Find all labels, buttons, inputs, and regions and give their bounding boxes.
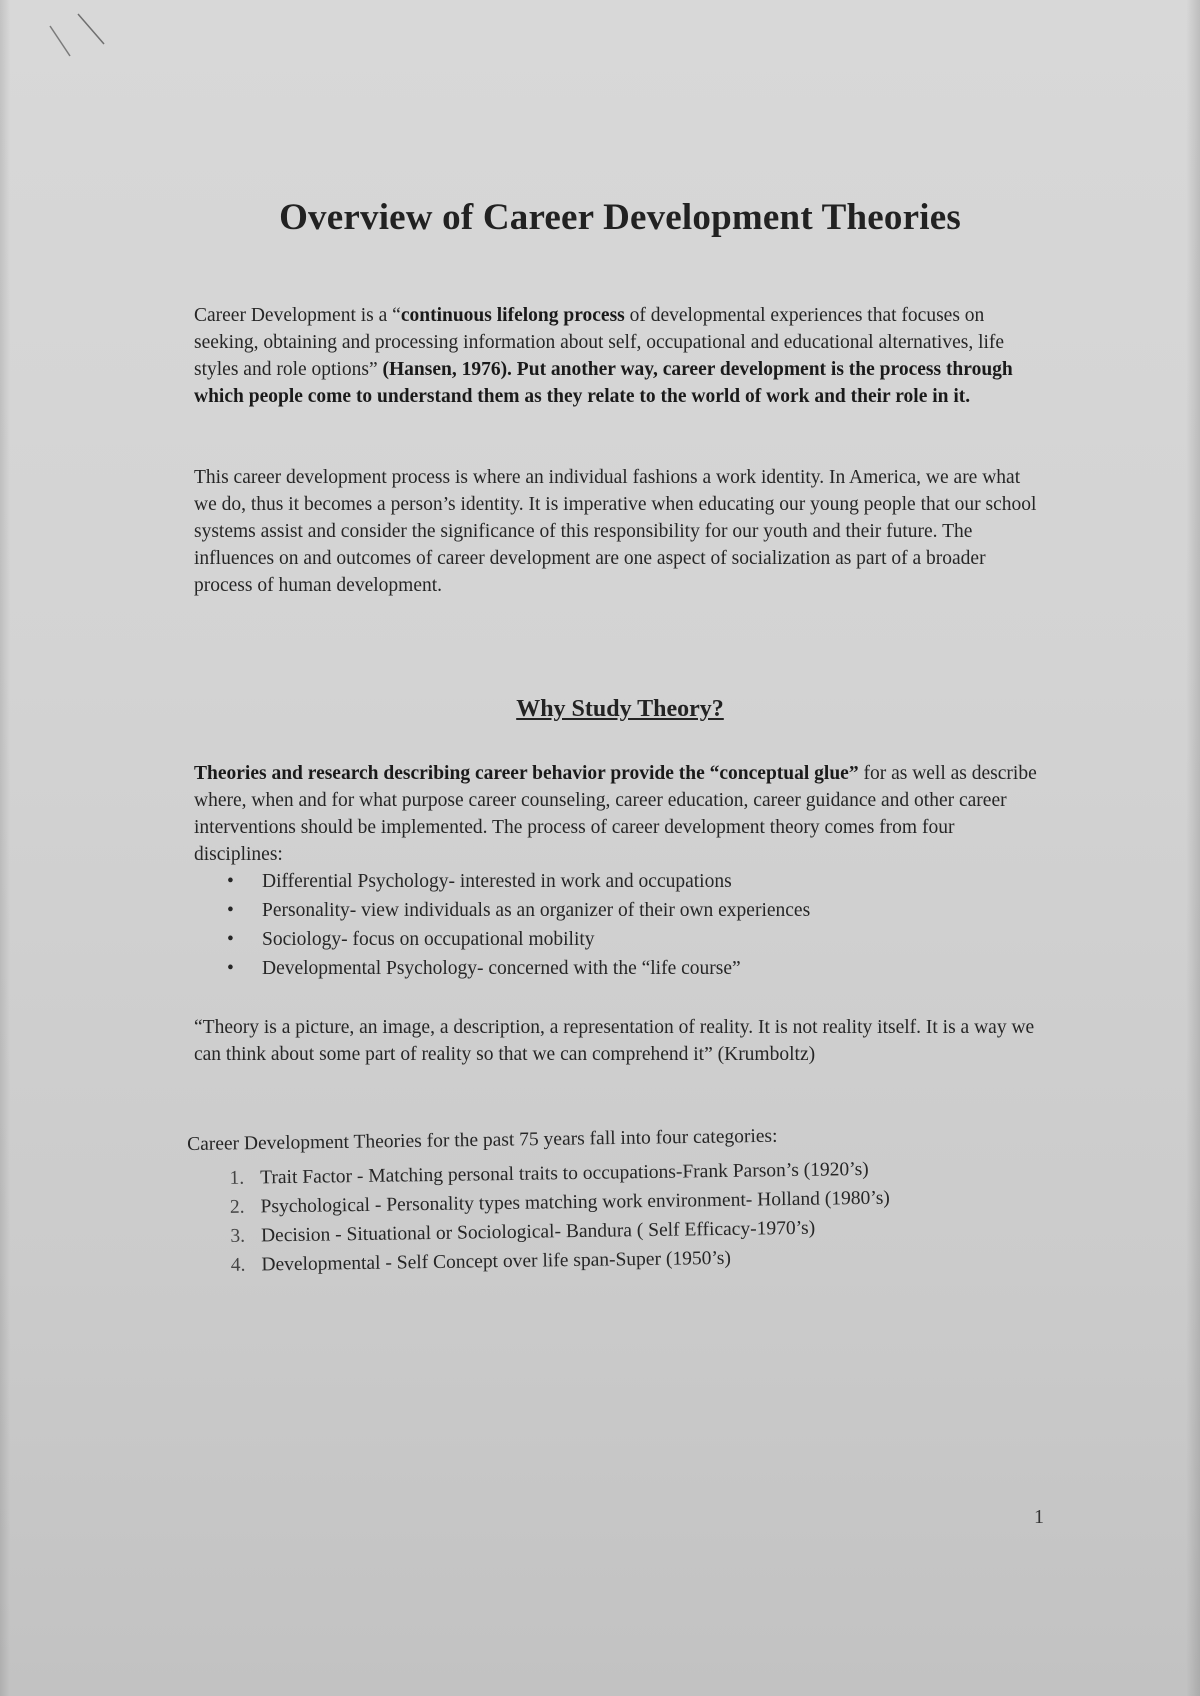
categories-list bbox=[218, 1155, 891, 1280]
theory-text: for as well as describe where, when and for what purpose career counseling, career education, career guidance and other career interventions should be implemented. The process of career development theory comes from four disciplines: bbox=[194, 763, 1037, 865]
list-item bbox=[225, 867, 810, 896]
krumboltz-quote: “Theory is a picture, an image, a description, a representation of reality. It is not reality itself. It is a way we can think about some part of reality so that we can comprehend it” (Krumboltz) bbox=[194, 1017, 1035, 1065]
intro-bold-2: (Hansen, 1976). Put another way, career development is the process through which people come to understand them as they relate to the world of work and their role in it. bbox=[194, 359, 1013, 407]
intro-text-2: of developmental experiences that focuses on seeking, obtaining and processing information about self, occupational and educational alternatives, life styles and role options” bbox=[194, 305, 1005, 380]
intro-paragraph bbox=[194, 302, 1039, 410]
bullet-icon: • bbox=[227, 900, 234, 921]
discipline-text: Developmental Psychology- concerned with the “life course” bbox=[262, 958, 741, 979]
page-shadow-left bbox=[0, 0, 10, 1696]
category-text: Psychological - Personality types matching work environment- Holland (1980’s) bbox=[260, 1187, 891, 1218]
list-number: 3. bbox=[230, 1225, 246, 1247]
category-text: Decision - Situational or Sociological- Bandura ( Self Efficacy-1970’s) bbox=[260, 1217, 816, 1247]
bullet-icon: • bbox=[227, 929, 234, 950]
disciplines-list bbox=[225, 867, 810, 983]
page-title: Overview of Career Development Theories bbox=[279, 197, 961, 238]
list-item bbox=[225, 896, 810, 925]
intro-text-1: Career Development is a “ bbox=[194, 305, 401, 326]
list-item bbox=[225, 925, 810, 954]
list-number: 2. bbox=[229, 1196, 245, 1218]
theory-bold: Theories and research describing career behavior provide the “conceptual glue” bbox=[194, 763, 859, 784]
section-heading: Why Study Theory? bbox=[516, 696, 724, 722]
discipline-text: Differential Psychology- interested in work and occupations bbox=[262, 871, 732, 892]
page-number: 1 bbox=[1034, 1506, 1044, 1528]
bullet-icon: • bbox=[227, 871, 234, 892]
category-text: Trait Factor - Matching personal traits to occupations-Frank Parson’s (1920’s) bbox=[260, 1158, 869, 1189]
list-item bbox=[225, 954, 810, 983]
discipline-text: Personality- view individuals as an organizer of their own experiences bbox=[262, 900, 811, 921]
category-text: Developmental - Self Concept over life span-Super (1950’s) bbox=[261, 1247, 732, 1276]
list-number: 4. bbox=[230, 1254, 246, 1276]
pencil-mark-icon bbox=[48, 12, 118, 72]
bullet-icon: • bbox=[227, 958, 234, 979]
discipline-text: Sociology- focus on occupational mobility bbox=[262, 929, 595, 950]
page-shadow-right bbox=[1186, 0, 1200, 1696]
identity-paragraph: This career development process is where an individual fashions a work identity. In America, we are what we do, thus it becomes a person’s identity. It is imperative when educating our young people that our school systems assist and consider the significance of this responsibility for our youth and their future. The influences on and outcomes of career development are one aspect of socialization as part of a broader process of human development. bbox=[194, 467, 1037, 596]
intro-bold-1: continuous lifelong process bbox=[400, 305, 625, 326]
categories-intro: Career Development Theories for the past 75 years fall into four categories: bbox=[187, 1125, 778, 1155]
list-number: 1. bbox=[229, 1167, 245, 1189]
theory-paragraph bbox=[194, 760, 1039, 868]
